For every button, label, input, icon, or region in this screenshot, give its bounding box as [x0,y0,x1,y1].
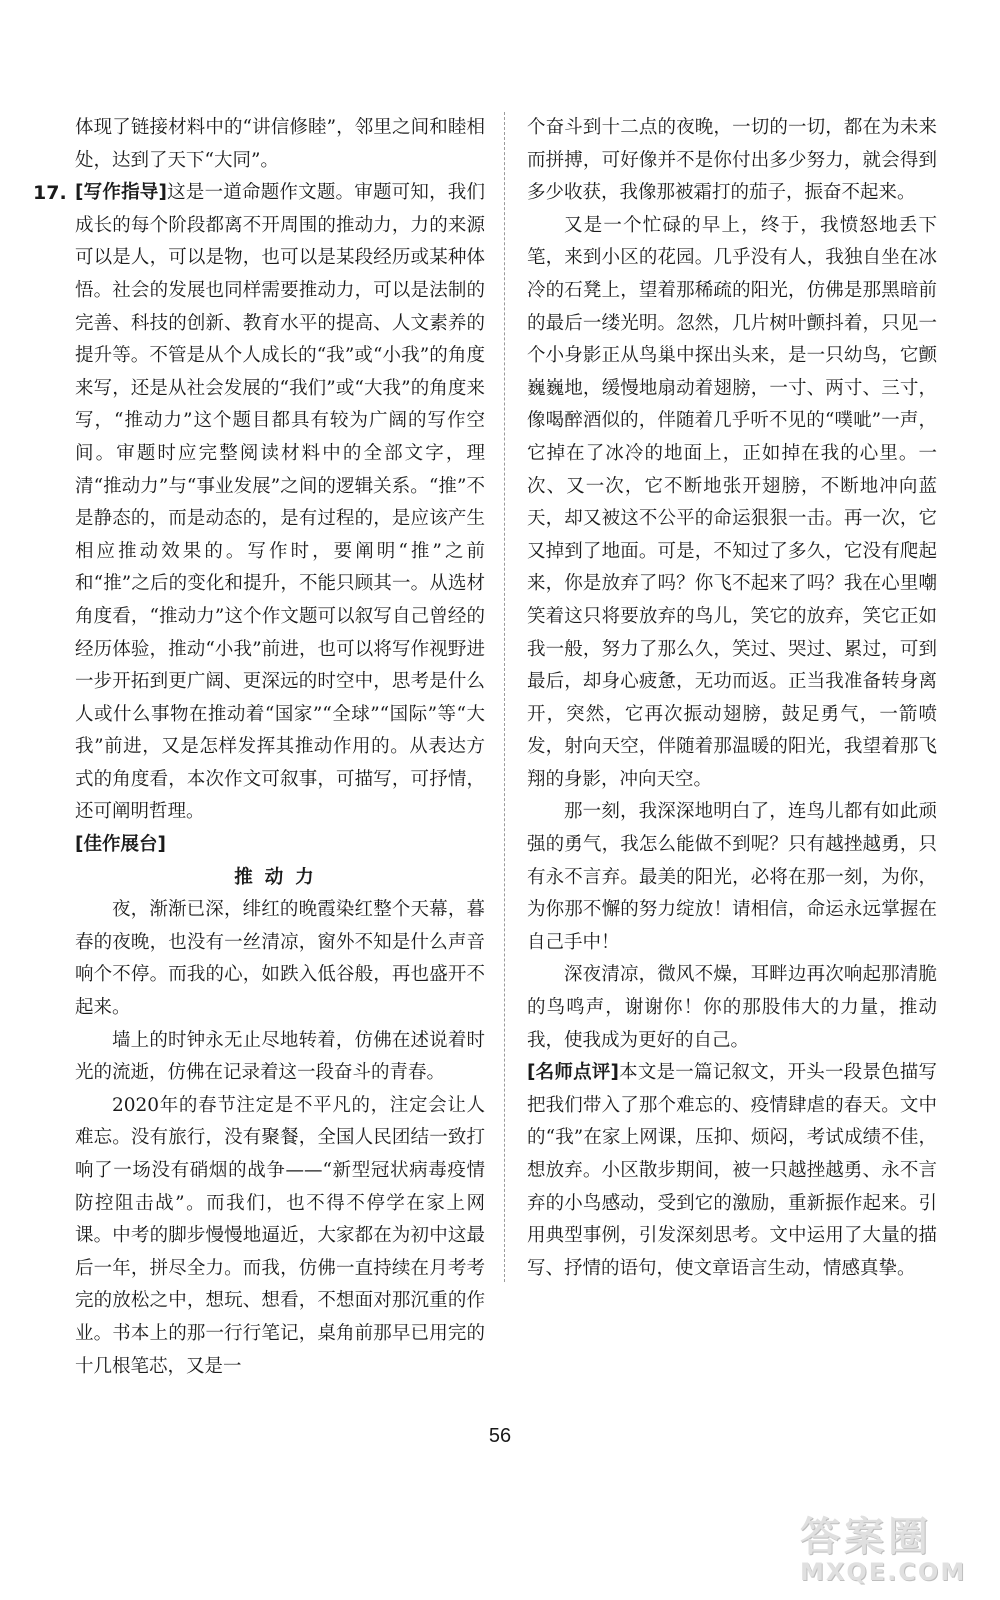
teacher-comment-tag: [名师点评] [527,1062,619,1084]
column-divider [504,112,505,1282]
essay-paragraph: 个奋斗到十二点的夜晚，一切的一切，都在为未来而拼搏，可好像并不是你付出多少努力，就会得到多少收获，我像那被霜打的茄子，振奋不起来。 [527,117,937,204]
showcase-tag [75,829,485,862]
showcase-tag-label: [佳作展台] [75,834,166,856]
paragraph-continuation: 体现了链接材料中的“讲信修睦”，邻里之间和睦相处，达到了天下“大同”。 [75,117,485,171]
essay-paragraph: 2020年的春节注定是不平凡的，注定会让人难忘。没有旅行，没有聚餐，全国人民团结一致打响了一场没有硝烟的战争——“新型冠状病毒疫情防控阻击战”。而我们，也不得不停学在家上网课。中考的脚步慢慢地逼近，大家都在为初中这最后一年，拼尽全力。而我，仿佛一直持续在月考考完的放松之中，想玩、想看，不想面对那沉重的作业。书本上的那一行行笔记，桌角前那早已用完的十几根笔芯，又是一 [75,1094,485,1377]
watermark-logo [800,1505,990,1593]
essay-paragraph: 夜，渐渐已深，绯红的晚霞染红整个天幕，暮春的夜晚，也没有一丝清凉，窗外不知是什么声音响个不停。而我的心，如跌入低谷般，再也盛开不起来。 [75,899,485,1019]
left-column [33,112,485,1383]
essay-title: 推动力 [234,866,326,888]
essay-paragraph: 又是一个忙碌的早上，终于，我愤怒地丢下笔，来到小区的花园。几乎没有人，我独自坐在冰冷的石凳上，望着那稀疏的阳光，仿佛是那黑暗前的最后一缕光明。忽然，几片树叶颤抖着，只见一个小身影正从鸟巢中探出头来，是一只幼鸟，它颤巍巍地，缓慢地扇动着翅膀，一寸、两寸、三寸，像喝醉酒似的，伴随着几乎听不见的“噗呲”一声，它掉在了冰冷的地面上，正如掉在我的心里。一次、又一次，它不断地张开翅膀，不断地冲向蓝天，却又被这不公平的命运狠狠一击。再一次，它又掉到了地面。可是，不知过了多久，它没有爬起来，你是放弃了吗？你飞不起来了吗？我在心里嘲笑着这只将要放弃的鸟儿，笑它的放弃，笑它正如我一般，努力了那么久，笑过、哭过、累过，可到最后，却身心疲惫，无功而返。正当我准备转身离开，突然，它再次振动翅膀，鼓足勇气，一箭喷发，射向天空，伴随着那温暖的阳光，我望着那飞翔的身影，冲向天空。 [527,214,937,790]
writing-guide-text: 这是一道命题作文题。审题可知，我们成长的每个阶段都离不开周围的推动力，力的来源可以是人，可以是物，也可以是某段经历或某种体悟。社会的发展也同样需要推动力，可以是法制的完善、科技的创新、教育水平的提高、人文素养的提升等。不管是从个人成长的“我”或“小我”的角度来写，还是从社会发展的“我们”或“大我”的角度来写，“推动力”这个题目都具有较为广阔的写作空间。审题时应完整阅读材料中的全部文字，理清“推动力”与“事业发展”之间的逻辑关系。“推”不是静态的，而是动态的，是有过程的，是应该产生相应推动效果的。写作时，要阐明“推”之前和“推”之后的变化和提升，不能只顾其一。从选材角度看，“推动力”这个作文题可以叙写自己曾经的经历体验，推动“小我”前进，也可以将写作视野进一步开拓到更广阔、更深远的时空中，思考是什么人或什么事物在推动着“国家”“全球”“国际”等“大我”前进，又是怎样发挥其推动作用的。从表达方式的角度看，本次作文可叙事，可描写，可抒情，还可阐明哲理。 [75,182,485,823]
page-number: 56 [488,1425,512,1447]
question-number: 17. [33,182,67,205]
essay-paragraph: 深夜清凉，微风不燥，耳畔边再次响起那清脆的鸟鸣声，谢谢你！你的那股伟大的力量，推动我，使我成为更好的自己。 [527,964,937,1051]
question-17 [33,177,485,829]
writing-guide-tag: [写作指导] [75,182,167,204]
essay-paragraph: 那一刻，我深深地明白了，连鸟儿都有如此顽强的勇气，我怎么能做不到呢？只有越挫越勇，只有永不言弃。最美的阳光，必将在那一刻，为你，为你那不懈的努力绽放！请相信，命运永远掌握在自己手中！ [527,801,937,953]
watermark-top: 答案圈 [800,1514,932,1560]
teacher-comment [527,1057,937,1285]
essay-paragraph: 墙上的时钟永无止尽地转着，仿佛在述说着时光的流逝，仿佛在记录着这一段奋斗的青春。 [75,1029,485,1084]
right-column [527,112,937,1285]
watermark-bottom: MXQE.COM [800,1558,967,1586]
teacher-comment-text: 本文是一篇记叙文，开头一段景色描写把我们带入了那个难忘的、疫情肆虐的春天。文中的“我”在家上网课，压抑、烦闷，考试成绩不佳，想放弃。小区散步期间，被一只越挫越勇、永不言弃的小鸟感动，受到它的激励，重新振作起来。引用典型事例，引发深刻思考。文中运用了大量的描写、抒情的语句，使文章语言生动，情感真挚。 [527,1062,937,1279]
